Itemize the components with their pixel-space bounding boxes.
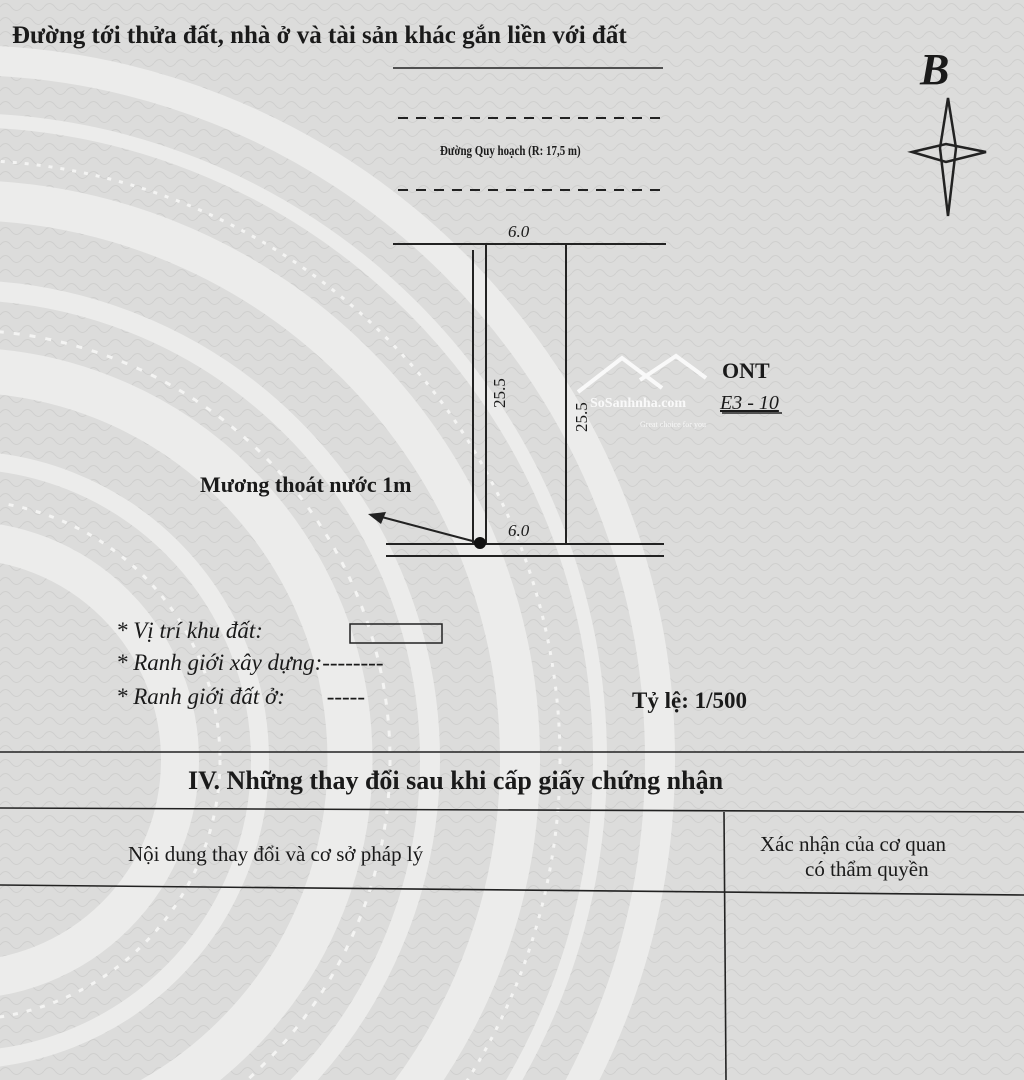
section-title: IV. Những thay đổi sau khi cấp giấy chứng nhận [188,766,724,795]
width-bottom-label: 6.0 [508,521,530,540]
legend-item-location: * Vị trí khu đất: [116,618,263,643]
legend-item3-dash: ----- [326,684,365,709]
length-right-label: 25.5 [572,402,591,432]
table-header-confirmation-line1: Xác nhận của cơ quan [760,832,947,856]
legend-item-residential-boundary [116,684,365,710]
table-header-confirmation-line2: có thẩm quyền [805,857,929,881]
north-letter: B [920,45,950,94]
length-left-label: 25.5 [490,378,509,408]
road-label: Đường Quy hoạch (R: 17,5 m) [440,144,581,159]
land-use-code: ONT [722,358,770,383]
north-arrow-icon [912,98,986,216]
legend-box-icon [350,624,442,643]
table-header-changes: Nội dung thay đổi và cơ sở pháp lý [128,842,424,866]
header-title: Đường tới thửa đất, nhà ở và tài sản khác gắn liền với đất [12,22,627,49]
canal-label: Mương thoát nước 1m [200,472,412,497]
legend-item-building-boundary: * Ranh giới xây dựng:-------- [116,650,384,675]
legend-item3-label: * Ranh giới đất ở: [116,684,285,709]
scale-label: Tỷ lệ: 1/500 [632,688,747,713]
watermark-tagline: Great choice for you [640,420,706,429]
watermark-brand: SoSanhnha.com [590,396,687,411]
parcel-id: E3 - 10 [720,392,779,414]
width-top-label: 6.0 [508,222,530,241]
